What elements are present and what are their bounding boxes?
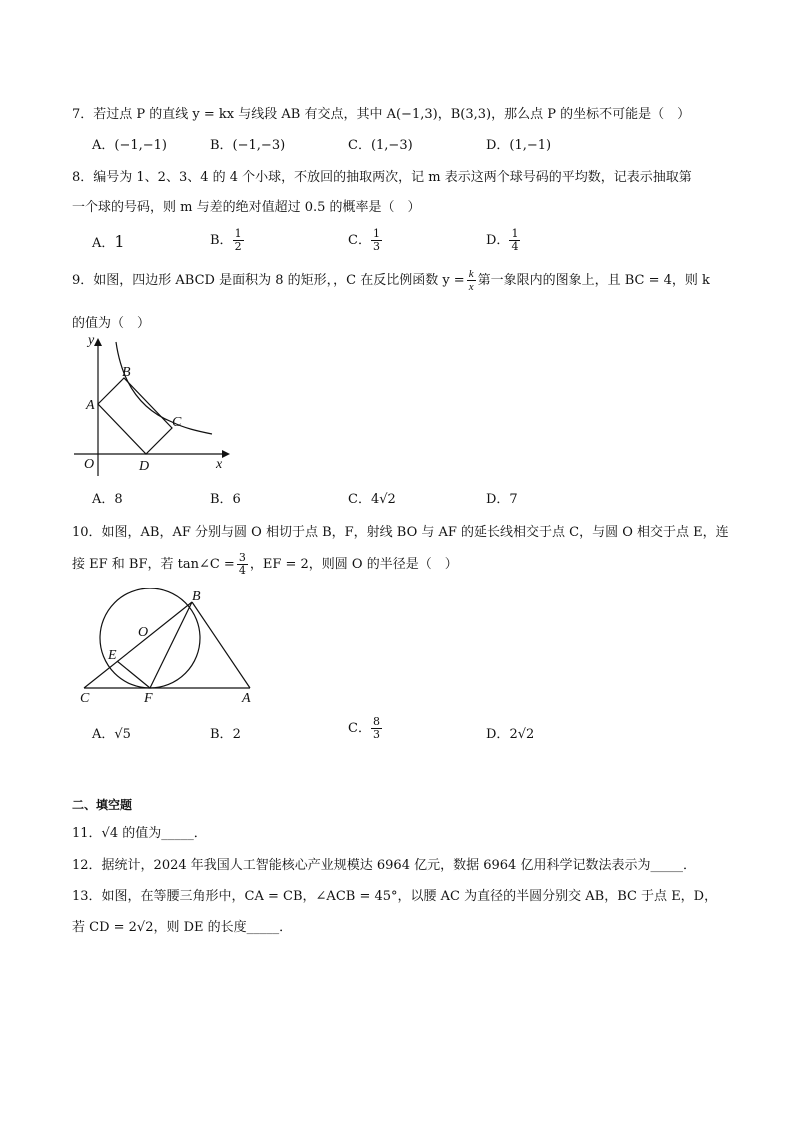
q10-option-a-label: A． (92, 727, 115, 742)
q8-option-b-fraction (233, 228, 244, 253)
q8-option-a-label: A． (92, 236, 115, 251)
question-9-line-2: 的值为（ ） (72, 316, 151, 331)
question-8-line-1: 8．编号为 1、2、3、4 的 4 个小球，不放回的抽取两次，记 m 表示这两个球号码的平均数，记表示抽取第 (72, 170, 692, 185)
label-d: D (139, 459, 150, 474)
fraction-numerator: 1 (234, 227, 242, 240)
y-axis-arrow (94, 338, 102, 346)
line-ab (192, 602, 250, 688)
q10-figure (72, 588, 262, 706)
question-13-line-2: 若 CD = 2√2，则 DE 的长度_____． (72, 920, 293, 935)
fraction-numerator: 8 (372, 715, 380, 728)
q8-option-b[interactable] (210, 228, 244, 253)
label-c: C (172, 415, 182, 430)
q10-option-c[interactable] (348, 716, 382, 741)
circle-o (100, 588, 200, 688)
fraction-denominator: x (468, 281, 474, 293)
question-10-line-1: 10．如图，AB，AF 分别与圆 O 相切于点 B，F，射线 BO 与 AF 的延长线相交于点 C，与圆 O 相交于点 E，连 (72, 525, 729, 540)
q8-option-d-fraction (509, 228, 520, 253)
q9-option-c[interactable]: C．4√2 (348, 492, 396, 507)
label-b: B (122, 365, 131, 380)
x-axis-arrow (222, 450, 230, 458)
q9-text-part-1: 9．如图，四边形 ABCD 是面积为 8 的矩形，，C 在反比例函数 y = (72, 273, 465, 288)
q10-option-b[interactable] (210, 723, 241, 742)
q10-option-d[interactable] (486, 723, 534, 742)
q10-option-a[interactable] (92, 723, 131, 742)
q10-option-d-label: D． (486, 727, 510, 742)
q10-text-part-1: 接 EF 和 BF，若 tan∠C = (72, 557, 235, 572)
q9-option-d[interactable]: D．7 (486, 492, 518, 507)
q7-option-b[interactable]: B．(−1,−3) (210, 138, 286, 153)
label-a: A (242, 691, 251, 706)
q10-text-part-2: ，EF = 2，则圆 O 的半径是（ ） (249, 557, 458, 572)
q10-option-b-value: 2 (232, 727, 241, 742)
fraction-denominator: 3 (372, 728, 380, 741)
label-x: x (216, 457, 223, 472)
q7-option-c[interactable]: C．(1,−3) (348, 138, 413, 153)
q10-option-c-label: C． (348, 721, 371, 736)
q8-option-c[interactable] (348, 228, 382, 253)
line-bf (150, 602, 192, 688)
q10-option-b-label: B． (210, 727, 233, 742)
label-y: y (88, 334, 95, 348)
fraction-denominator: 4 (238, 564, 246, 577)
fraction-denominator: 3 (372, 240, 380, 253)
q8-option-c-label: C． (348, 233, 371, 248)
label-b: B (192, 589, 201, 604)
line-ef (117, 661, 150, 688)
fraction-denominator: 4 (511, 240, 519, 253)
q8-option-d[interactable] (486, 228, 520, 253)
q10-option-d-value: 2√2 (509, 727, 535, 742)
label-f: F (144, 691, 153, 706)
q7-option-a[interactable]: A．(−1,−1) (92, 138, 167, 153)
question-8-line-2: 一个球的号码，则 m 与差的绝对值超过 0.5 的概率是（ ） (72, 200, 421, 215)
q10-option-c-fraction (371, 716, 382, 741)
q9-option-b[interactable]: B．6 (210, 492, 241, 507)
section-title-fill-in: 二、填空题 (72, 798, 133, 812)
fraction-numerator: 3 (238, 551, 246, 564)
fraction-denominator: 2 (234, 240, 242, 253)
q10-option-a-value: √5 (114, 727, 131, 742)
fraction-numerator: k (468, 268, 474, 280)
question-10-line-2 (72, 552, 458, 577)
q9-k-over-x-fraction (467, 268, 476, 293)
q8-option-a[interactable] (92, 232, 125, 251)
fraction-numerator: 1 (511, 227, 519, 240)
q8-option-a-value: 1 (114, 232, 125, 251)
question-12-text: 12．据统计，2024 年我国人工智能核心产业规模达 6964 亿元，数据 6964 亿用科学记数法表示为_____． (72, 858, 696, 873)
q9-text-part-2: 第一象限内的图象上，且 BC = 4，则 k (477, 273, 710, 288)
q8-option-d-label: D． (486, 233, 510, 248)
label-c: C (80, 691, 90, 706)
question-13-line-1: 13．如图，在等腰三角形中，CA = CB，∠ACB = 45°，以腰 AC 为直径的半圆分别交 AB，BC 于点 E，D， (72, 889, 718, 904)
question-7-text: 7．若过点 P 的直线 y = kx 与线段 AB 有交点，其中 A(−1,3)，B(3,3)，那么点 P 的坐标不可能是（ ） (72, 107, 691, 122)
q7-option-d[interactable]: D．(1,−1) (486, 138, 552, 153)
q8-option-b-label: B． (210, 233, 233, 248)
question-9-line-1 (72, 268, 710, 293)
question-11-text: 11．√4 的值为_____． (72, 826, 207, 841)
label-o: O (138, 625, 149, 640)
rectangle-abcd (98, 378, 172, 454)
q8-option-c-fraction (371, 228, 382, 253)
fraction-numerator: 1 (372, 227, 380, 240)
label-e: E (108, 648, 117, 663)
label-a: A (86, 398, 95, 413)
q10-tan-fraction (237, 552, 248, 577)
q9-option-a[interactable]: A．8 (92, 492, 123, 507)
q9-figure (72, 334, 232, 480)
label-o: O (84, 457, 95, 472)
